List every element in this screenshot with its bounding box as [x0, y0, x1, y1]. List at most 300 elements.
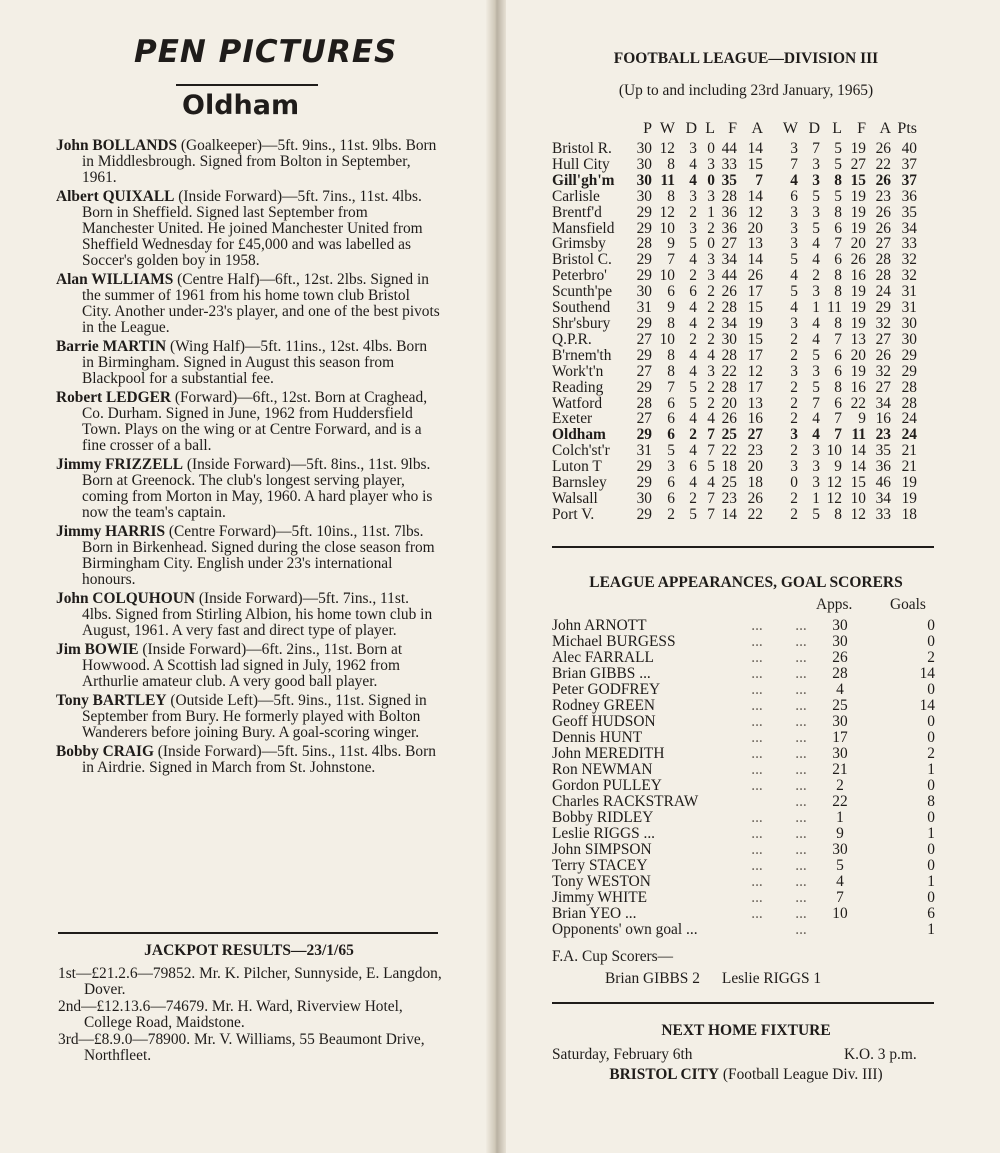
table-cell: 28	[875, 267, 891, 285]
table-cell: 5	[834, 140, 842, 157]
appearance-row	[552, 810, 951, 826]
table-cell: 7	[812, 394, 820, 412]
table-cell: 2	[707, 378, 715, 396]
appearances-value: 25	[832, 697, 848, 714]
table-cell: 5	[689, 235, 697, 253]
player-name: Brian YEO ...	[552, 905, 637, 922]
table-cell: 5	[812, 219, 820, 237]
leader-dots: ...	[751, 745, 763, 762]
table-cell: 3	[790, 235, 798, 253]
table-cell: 8	[834, 505, 842, 523]
table-cell: 5	[707, 458, 715, 476]
table-cell: 26	[875, 171, 891, 189]
leader-dots: ...	[795, 745, 807, 762]
table-cell: 11	[660, 171, 675, 189]
table-cell: 4	[689, 251, 697, 269]
table-cell: 14	[850, 442, 866, 460]
table-cell: 33	[901, 235, 917, 253]
table-cell: 2	[667, 505, 675, 523]
player-name: Terry STACEY	[552, 857, 648, 874]
table-cell: 32	[875, 314, 891, 332]
fixture-opponent	[556, 1066, 936, 1084]
table-cell: 34	[875, 394, 891, 412]
table-cell: 16	[850, 267, 866, 285]
table-cell: 19	[747, 314, 763, 332]
table-cell: 5	[790, 283, 798, 301]
table-cell: 28	[721, 378, 737, 396]
goals-value: 14	[919, 697, 935, 714]
table-cell: 2	[689, 203, 697, 221]
table-cell: 8	[667, 362, 675, 380]
table-cell: 15	[747, 330, 763, 348]
table-cell: 19	[850, 362, 866, 380]
table-cell: 26	[721, 283, 737, 301]
table-cell: 30	[636, 283, 652, 301]
player-name: Bobby CRAIG	[56, 743, 154, 760]
table-cell: 3	[812, 171, 820, 189]
leader-dots: ...	[751, 905, 763, 922]
column-header: A	[751, 120, 763, 137]
leader-dots: ...	[795, 777, 807, 794]
goals-value: 14	[919, 665, 935, 682]
table-cell: 2	[790, 505, 798, 523]
player-name: John MEREDITH	[552, 745, 665, 762]
table-cell: 8	[834, 378, 842, 396]
table-cell: 4	[689, 171, 697, 189]
leader-dots: ...	[795, 793, 807, 810]
table-cell: 19	[850, 283, 866, 301]
team-name: Port V.	[552, 505, 595, 523]
table-cell: 36	[721, 219, 737, 237]
table-row	[552, 173, 917, 189]
goals-column-label: Goals	[890, 596, 926, 613]
table-cell: 3	[689, 219, 697, 237]
table-cell: 29	[636, 378, 652, 396]
table-cell: 24	[901, 426, 917, 444]
table-cell: 3	[812, 283, 820, 301]
table-cell: 8	[834, 203, 842, 221]
table-cell: 17	[747, 346, 763, 364]
table-cell: 8	[834, 283, 842, 301]
table-cell: 29	[636, 219, 652, 237]
table-row	[552, 411, 917, 427]
table-cell: 29	[901, 362, 917, 380]
table-row	[552, 491, 917, 507]
table-cell: 0	[707, 235, 715, 253]
goals-value: 6	[927, 905, 935, 922]
player-name: Jimmy FRIZZELL	[56, 456, 183, 473]
appearances-value: 22	[832, 793, 848, 810]
table-cell: 15	[747, 155, 763, 173]
table-cell: 0	[790, 474, 798, 492]
leader-dots: ...	[795, 889, 807, 906]
table-cell: 4	[812, 314, 820, 332]
jackpot-title: JACKPOT RESULTS—23/1/65	[144, 942, 354, 959]
player-name: Jimmy HARRIS	[56, 523, 166, 540]
table-cell: 8	[834, 267, 842, 285]
goals-value: 0	[927, 729, 935, 746]
table-cell: 26	[850, 251, 866, 269]
player-bio	[56, 524, 440, 588]
table-cell: 27	[875, 330, 891, 348]
appearances-value: 21	[832, 761, 848, 778]
leader-dots: ...	[795, 633, 807, 650]
team-name: Peterbro'	[552, 267, 607, 285]
table-cell: 37	[901, 155, 917, 173]
player-name: Opponents' own goal ...	[552, 921, 698, 938]
table-cell: 40	[901, 140, 917, 157]
table-cell: 27	[636, 410, 652, 428]
appearances-value: 30	[832, 745, 848, 762]
table-cell: 2	[707, 330, 715, 348]
table-cell: 7	[755, 171, 763, 189]
jackpot-result: 1st—£21.2.6—79852. Mr. K. Pilcher, Sunnyside, E. Langdon, Dover.	[58, 965, 442, 998]
table-cell: 5	[790, 251, 798, 269]
table-cell: 27	[721, 235, 737, 253]
leader-dots: ...	[751, 633, 763, 650]
table-cell: 19	[850, 219, 866, 237]
leader-dots: ...	[795, 857, 807, 874]
player-description: (Inside Forward)—5ft. 7ins., 11st. 4lbs. Signed from Stirling Albion, his home town club in August, 1961. A very fast and direct type of player.	[82, 590, 433, 639]
leader-dots: ...	[751, 681, 763, 698]
appearance-row	[552, 922, 951, 938]
team-name: Gill'gh'm	[552, 171, 615, 189]
table-cell: 4	[707, 410, 715, 428]
table-cell: 20	[747, 219, 763, 237]
column-header: L	[705, 120, 715, 137]
appearances-value	[825, 922, 855, 938]
table-cell: 18	[747, 474, 763, 492]
table-cell: 36	[875, 458, 891, 476]
table-row	[552, 380, 917, 396]
player-name: Alan WILLIAMS	[56, 271, 174, 288]
table-cell: 4	[812, 251, 820, 269]
goals-value: 1	[927, 921, 935, 938]
table-cell: 5	[834, 187, 842, 205]
table-cell: 3	[812, 203, 820, 221]
cup-scorer: Brian GIBBS 2	[605, 970, 700, 987]
appearance-row	[552, 762, 951, 778]
table-row	[552, 221, 917, 237]
opponent-name: BRISTOL CITY	[609, 1066, 720, 1083]
table-cell: 26	[875, 203, 891, 221]
team-name: Grimsby	[552, 235, 606, 253]
table-cell: 2	[790, 330, 798, 348]
table-cell: 36	[721, 203, 737, 221]
team-name: Walsall	[552, 489, 598, 507]
player-name: John SIMPSON	[552, 841, 652, 858]
column-header: F	[728, 120, 737, 137]
table-cell: 4	[812, 235, 820, 253]
leader-dots: ...	[751, 889, 763, 906]
goals-value: 0	[927, 617, 935, 634]
leader-dots: ...	[751, 841, 763, 858]
team-name: Carlisle	[552, 187, 600, 205]
table-cell: 3	[790, 362, 798, 380]
leader-dots: ...	[795, 665, 807, 682]
player-bio	[56, 591, 440, 639]
table-cell: 23	[721, 489, 737, 507]
appearances-value: 28	[832, 665, 848, 682]
table-cell: 6	[667, 394, 675, 412]
team-name: Southend	[552, 299, 611, 317]
appearance-row	[552, 746, 951, 762]
goals-value: 0	[927, 777, 935, 794]
table-cell: 30	[636, 489, 652, 507]
column-header: W	[782, 120, 798, 137]
table-cell: 8	[834, 314, 842, 332]
table-cell: 19	[850, 299, 866, 317]
pen-pictures-title: PEN PICTURES	[134, 34, 398, 70]
player-bio	[56, 642, 440, 690]
table-cell: 7	[707, 489, 715, 507]
table-cell: 6	[834, 362, 842, 380]
table-row	[552, 396, 917, 412]
appearance-row	[552, 714, 951, 730]
table-cell: 2	[790, 394, 798, 412]
table-cell: 16	[875, 410, 891, 428]
table-cell: 31	[901, 283, 917, 301]
team-name: Oldham	[552, 426, 606, 444]
table-cell: 4	[689, 314, 697, 332]
team-name: Reading	[552, 378, 604, 396]
table-cell: 4	[707, 474, 715, 492]
table-cell: 4	[812, 426, 820, 444]
table-cell: 24	[875, 283, 891, 301]
table-cell: 12	[659, 203, 675, 221]
table-cell: 4	[812, 410, 820, 428]
table-cell: 7	[667, 251, 675, 269]
table-cell: 2	[790, 410, 798, 428]
table-row	[552, 459, 917, 475]
column-header: L	[832, 120, 842, 137]
player-bio	[56, 272, 440, 336]
table-cell: 27	[875, 235, 891, 253]
table-cell: 25	[721, 426, 737, 444]
table-cell: 9	[834, 458, 842, 476]
table-cell: 1	[707, 203, 715, 221]
table-cell: 12	[826, 489, 842, 507]
table-cell: 6	[667, 474, 675, 492]
table-cell: 3	[707, 155, 715, 173]
table-cell: 7	[707, 442, 715, 460]
column-header: F	[857, 120, 866, 137]
player-description: (Inside Forward)—5ft. 7ins., 11st. 4lbs. Born in Sheffield. Signed last September from Manchester United. He joined Manchester United from Sheffield Wednesday for £45,000 and was labelled as Soccer's golden boy in 1958.	[82, 188, 423, 269]
table-row	[552, 332, 917, 348]
title-rule	[176, 84, 318, 86]
table-cell: 10	[659, 330, 675, 348]
table-cell: 14	[747, 140, 763, 157]
table-cell: 29	[636, 426, 652, 444]
appearances-value: 17	[832, 729, 848, 746]
table-cell: 22	[850, 394, 866, 412]
jackpot-results	[58, 966, 442, 1065]
table-cell: 2	[707, 219, 715, 237]
table-cell: 6	[667, 283, 675, 301]
appearances-value: 4	[836, 873, 844, 890]
table-cell: 3	[790, 219, 798, 237]
table-cell: 18	[721, 458, 737, 476]
leader-dots: ...	[751, 777, 763, 794]
appearances-value: 9	[836, 825, 844, 842]
leader-dots: ...	[795, 649, 807, 666]
table-cell: 4	[689, 362, 697, 380]
player-description: (Goalkeeper)—5ft. 9ins., 11st. 9lbs. Born in Middlesbrough. Signed from Bolton in September, 1961.	[82, 137, 437, 186]
appearance-row	[552, 778, 951, 794]
leader-dots: ...	[795, 681, 807, 698]
table-cell: 30	[901, 330, 917, 348]
leader-dots: ...	[751, 649, 763, 666]
table-cell: 31	[901, 299, 917, 317]
cup-scorer: Leslie RIGGS 1	[721, 970, 822, 987]
table-cell: 8	[834, 171, 842, 189]
table-cell: 22	[721, 362, 737, 380]
team-name: Hull City	[552, 155, 610, 173]
cup-scorers	[605, 970, 821, 988]
table-cell: 6	[667, 410, 675, 428]
table-cell: 5	[689, 378, 697, 396]
appearance-row	[552, 794, 951, 810]
appearance-row	[552, 666, 951, 682]
table-cell: 21	[901, 458, 917, 476]
table-cell: 19	[901, 489, 917, 507]
table-cell: 28	[901, 394, 917, 412]
table-cell: 33	[875, 505, 891, 523]
table-cell: 4	[689, 474, 697, 492]
player-name: Bobby RIDLEY	[552, 809, 654, 826]
table-cell: 8	[667, 314, 675, 332]
table-cell: 5	[812, 187, 820, 205]
table-cell: 34	[721, 314, 737, 332]
table-cell: 19	[850, 314, 866, 332]
section-divider	[552, 546, 934, 548]
table-row	[552, 443, 917, 459]
goals-value: 2	[927, 745, 935, 762]
table-cell: 4	[707, 346, 715, 364]
goals-value: 0	[927, 681, 935, 698]
fixture-date: Saturday, February 6th	[552, 1046, 693, 1063]
team-name: Scunth'pe	[552, 283, 613, 301]
player-name: Alec FARRALL	[552, 649, 654, 666]
leader-dots: ...	[751, 713, 763, 730]
player-name: John ARNOTT	[552, 617, 647, 634]
table-cell: 2	[689, 267, 697, 285]
table-cell: 7	[667, 378, 675, 396]
table-cell: 5	[812, 346, 820, 364]
table-cell: 26	[875, 219, 891, 237]
table-cell: 15	[850, 171, 866, 189]
table-cell: 13	[747, 394, 763, 412]
table-row	[552, 348, 917, 364]
table-cell: 3	[689, 140, 697, 157]
table-cell: 20	[747, 458, 763, 476]
table-cell: 2	[812, 267, 820, 285]
table-cell: 6	[834, 219, 842, 237]
table-cell: 10	[659, 267, 675, 285]
team-column-header	[552, 117, 630, 141]
leader-dots: ...	[751, 697, 763, 714]
table-row	[552, 475, 917, 491]
table-cell: 6	[790, 187, 798, 205]
leader-dots: ...	[751, 825, 763, 842]
appearance-row	[552, 698, 951, 714]
appearances-value: 30	[832, 617, 848, 634]
player-name: John BOLLANDS	[56, 137, 178, 154]
team-name: Watford	[552, 394, 603, 412]
table-cell: 26	[747, 267, 763, 285]
leader-dots: ...	[795, 697, 807, 714]
table-cell: 35	[721, 171, 737, 189]
table-cell: 29	[636, 251, 652, 269]
section-divider	[552, 1002, 934, 1004]
table-cell: 26	[747, 489, 763, 507]
table-row	[552, 300, 917, 316]
appearances-value: 7	[836, 889, 844, 906]
appearances-value: 30	[832, 841, 848, 858]
jackpot-result: 3rd—£8.9.0—78900. Mr. V. Williams, 55 Beaumont Drive, Northfleet.	[58, 1031, 425, 1064]
player-description: (Forward)—6ft., 12st. Born at Craghead, Co. Durham. Signed in June, 1962 from Huddersfield Town. Plays on the wing or at Centre Forward, and is a fine crosser of a ball.	[82, 389, 428, 454]
table-row	[552, 205, 917, 221]
table-row	[552, 427, 917, 443]
table-cell: 32	[875, 362, 891, 380]
table-cell: 18	[901, 505, 917, 523]
table-cell: 27	[747, 426, 763, 444]
table-cell: 32	[901, 267, 917, 285]
player-bio	[56, 457, 440, 521]
table-cell: 6	[667, 426, 675, 444]
player-name: Dennis HUNT	[552, 729, 643, 746]
table-row	[552, 236, 917, 252]
appearance-row	[552, 826, 951, 842]
table-cell: 6	[667, 489, 675, 507]
player-description: (Inside Forward)—5ft. 5ins., 11st. 4lbs. Born in Airdrie. Signed in March from St. Johnstone.	[82, 743, 436, 776]
column-header: D	[808, 120, 820, 137]
appearances-value: 26	[832, 649, 848, 666]
table-cell: 29	[636, 474, 652, 492]
table-cell: 3	[812, 442, 820, 460]
team-name: Bristol R.	[552, 140, 612, 157]
goals-value: 0	[927, 713, 935, 730]
table-cell: 30	[721, 330, 737, 348]
goals-value: 1	[927, 873, 935, 890]
leader-dots: ...	[795, 921, 807, 938]
jackpot-result: 2nd—£12.13.6—74679. Mr. H. Ward, Riverview Hotel, College Road, Maidstone.	[58, 998, 403, 1031]
table-cell: 31	[636, 442, 652, 460]
table-cell: 19	[850, 140, 866, 157]
table-cell: 14	[721, 505, 737, 523]
league-title: FOOTBALL LEAGUE—DIVISION III	[613, 50, 879, 67]
appearance-row	[552, 618, 951, 634]
leader-dots: ...	[795, 761, 807, 778]
player-bio	[56, 189, 440, 269]
appearance-row	[552, 634, 951, 650]
appearance-row	[552, 858, 951, 874]
table-cell: 3	[707, 362, 715, 380]
table-cell: 23	[875, 187, 891, 205]
goals-value: 0	[927, 809, 935, 826]
table-cell: 3	[812, 362, 820, 380]
opponent-competition: (Football League Div. III)	[719, 1066, 883, 1083]
table-cell: 29	[636, 505, 652, 523]
leader-dots: ...	[751, 873, 763, 890]
player-description: (Wing Half)—5ft. 11ins., 12st. 4lbs. Born in Birmingham. Signed in August this season from Blackpool for a substantial fee.	[82, 338, 428, 387]
table-cell: 12	[747, 203, 763, 221]
team-name: Brentf'd	[552, 203, 602, 221]
column-header: W	[659, 120, 675, 137]
player-name: Tony WESTON	[552, 873, 651, 890]
player-bio	[56, 138, 440, 186]
table-cell: 17	[747, 378, 763, 396]
